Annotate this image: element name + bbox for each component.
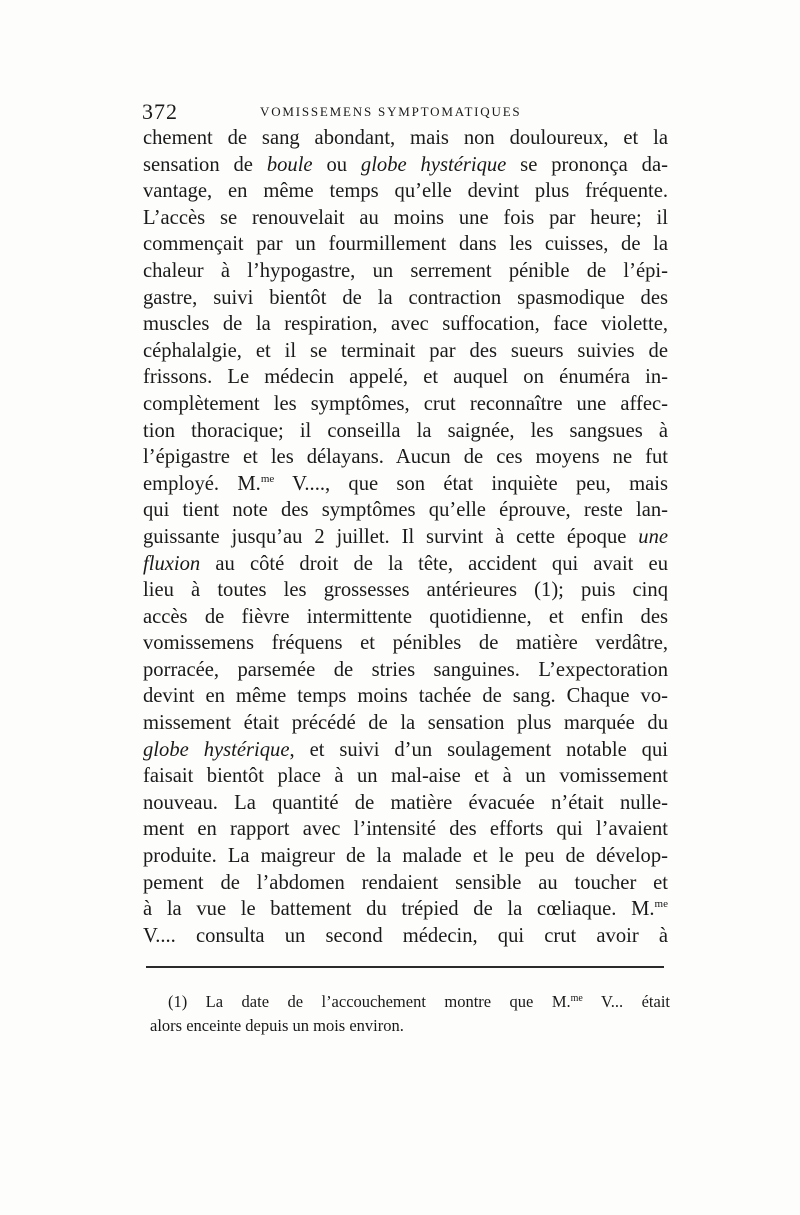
- text-run: ment en rapport avec l’intensité des efforts qui l’avaient: [143, 818, 668, 841]
- superscript-text: me: [654, 898, 668, 911]
- text-line: [143, 657, 668, 684]
- text-line: [143, 577, 668, 604]
- text-run: au côté droit de la tête, accident qui avait eu: [200, 552, 668, 575]
- text-run: guissante jusqu’au 2 juillet. Il survint à cette époque: [143, 525, 639, 548]
- text-line: [143, 285, 668, 312]
- superscript-text: me: [260, 472, 275, 485]
- text-line: [143, 444, 668, 471]
- text-run: l’épigastre et les délayans. Aucun de ces moyens ne fut: [143, 446, 668, 469]
- text-run: qui tient note des symptômes qu’elle éprouve, reste lan-: [143, 499, 668, 522]
- text-line: [143, 896, 668, 923]
- text-line: [143, 418, 668, 445]
- text-line: [143, 551, 668, 578]
- text-run: accès de fièvre intermittente quotidienne, et enfin des: [143, 605, 668, 628]
- body-text: [143, 125, 668, 949]
- text-run: se prononça da-: [506, 153, 668, 176]
- text-run: vomissemens fréquens et pénibles de matière verdâtre,: [143, 632, 668, 655]
- text-run: frissons. Le médecin appelé, et auquel on énuméra in-: [143, 366, 668, 389]
- text-line: [143, 630, 668, 657]
- page-header: [142, 99, 667, 123]
- footnote-separator-rule: [146, 966, 664, 968]
- text-run: sensation de: [143, 153, 267, 176]
- text-line: [143, 178, 668, 205]
- text-run: nouveau. La quantité de matière évacuée n’était nulle-: [143, 791, 668, 814]
- text-line: [143, 471, 668, 498]
- text-line: [143, 604, 668, 631]
- text-run: chement de sang abondant, mais non douloureux, et la: [143, 127, 668, 149]
- text-line: [143, 231, 668, 258]
- italic-text: globe hystérique: [143, 738, 290, 761]
- italic-text: boule: [266, 153, 313, 176]
- text-line: [143, 763, 668, 790]
- text-line: [143, 790, 668, 817]
- text-run: (1) La date de l’accouchement montre que M.: [168, 992, 571, 1011]
- text-run: céphalalgie, et il se terminait par des sueurs suivies de: [143, 339, 668, 362]
- text-line: [143, 364, 668, 391]
- text-line: [143, 152, 668, 179]
- page-number: 372: [142, 99, 178, 124]
- text-run: chaleur à l’hypogastre, un serrement pénible de l’épi-: [143, 259, 668, 282]
- text-line: [143, 683, 668, 710]
- text-line: [143, 205, 668, 232]
- text-line: [143, 870, 668, 897]
- running-title: VOMISSEMENS SYMPTOMATIQUES: [260, 104, 522, 119]
- text-run: complètement les symptômes, crut reconnaître une affec-: [143, 392, 668, 415]
- text-run: V.... consulta un second médecin, qui crut avoir à: [143, 924, 668, 947]
- text-line: [143, 524, 668, 551]
- text-line: [143, 311, 668, 338]
- text-run: ou: [312, 153, 361, 176]
- text-run: tion thoracique; il conseilla la saignée, les sangsues à: [143, 419, 668, 442]
- italic-text: fluxion: [143, 552, 201, 575]
- text-run: faisait bientôt place à un mal-aise et à un vomissement: [143, 765, 668, 788]
- text-run: devint en même temps moins tachée de sang. Chaque vo-: [143, 685, 668, 708]
- text-line: [143, 923, 668, 950]
- text-run: muscles de la respiration, avec suffocation, face violette,: [143, 313, 668, 336]
- text-run: , et suivi d’un soulagement notable qui: [289, 738, 668, 761]
- footnote: [150, 990, 670, 1038]
- text-run: employé. M.: [143, 472, 261, 495]
- text-line: [143, 125, 668, 152]
- text-run: vantage, en même temps qu’elle devint plus fréquente.: [143, 180, 668, 203]
- footnote-line: [150, 990, 670, 1014]
- text-run: L’accès se renouvelait au moins une fois par heure; il: [143, 206, 668, 229]
- text-run: V...., que son état inquiète peu, mais: [274, 472, 669, 495]
- text-run: missement était précédé de la sensation plus marquée du: [143, 712, 668, 735]
- italic-text: une: [638, 525, 668, 548]
- text-run: à la vue le battement du trépied de la cœliaque. M.: [143, 898, 655, 921]
- text-line: [143, 737, 668, 764]
- text-line: [143, 710, 668, 737]
- text-line: [143, 843, 668, 870]
- text-line: [143, 497, 668, 524]
- text-line: [143, 338, 668, 365]
- italic-text: globe hystérique: [360, 153, 507, 176]
- text-line: [143, 391, 668, 418]
- text-run: alors enceinte depuis un mois environ.: [150, 1016, 404, 1035]
- text-run: pement de l’abdomen rendaient sensible au toucher et: [143, 871, 668, 894]
- superscript-text: me: [570, 993, 583, 1004]
- text-run: gastre, suivi bientôt de la contraction spasmodique des: [143, 286, 668, 309]
- text-run: lieu à toutes les grossesses antérieures (1); puis cinq: [143, 579, 668, 602]
- text-line: [143, 258, 668, 285]
- text-line: [143, 816, 668, 843]
- text-run: produite. La maigreur de la malade et le peu de dévelop-: [143, 845, 668, 868]
- text-run: commençait par un fourmillement dans les cuisses, de la: [143, 233, 668, 256]
- text-run: porracée, parsemée de stries sanguines. L’expectoration: [143, 658, 668, 681]
- text-run: V... était: [582, 992, 671, 1011]
- footnote-line: [150, 1014, 670, 1038]
